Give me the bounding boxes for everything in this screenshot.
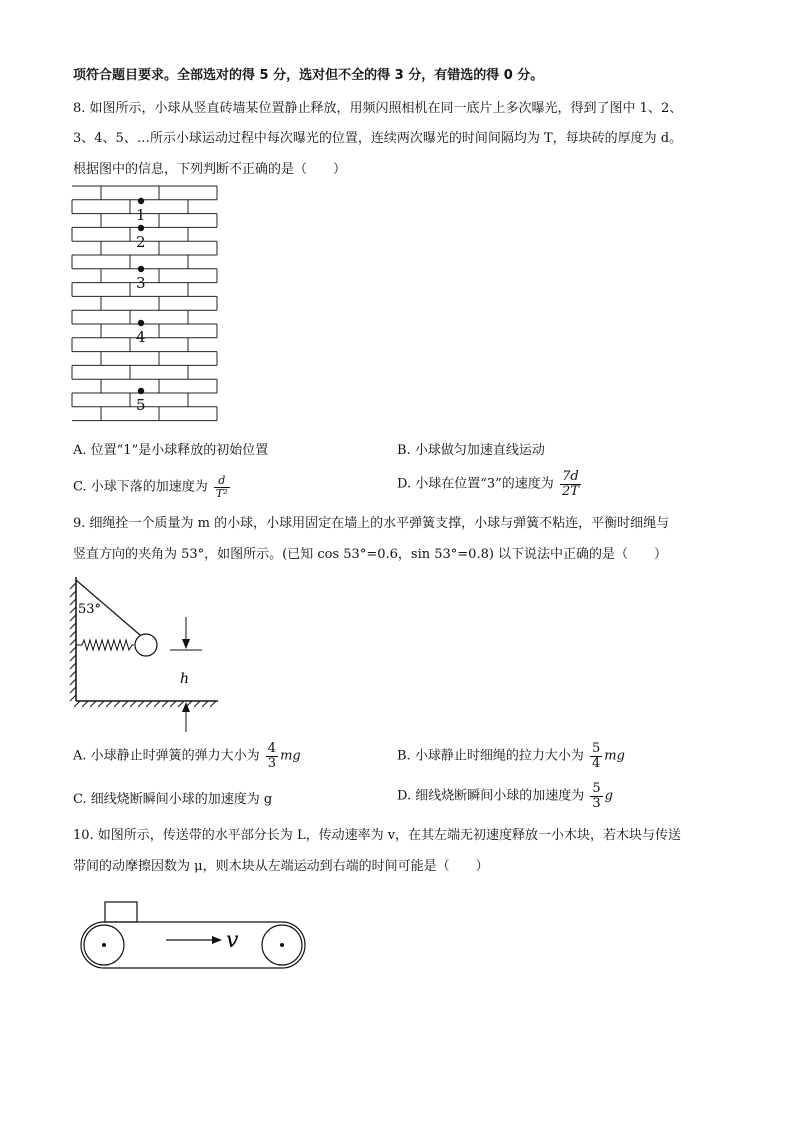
q8-option-d-text: D. 小球在位置“3”的速度为 <box>397 476 554 492</box>
q9-stem-line2: 竖直方向的夹角为 53°，如图所示。(已知 cos 53°=0.6，sin 53°=0.8) 以下说法中正确的是（ ） <box>73 547 668 562</box>
q9-option-b-fraction: $\frac{5}{4}$ <box>591 741 601 771</box>
ball-position-3 <box>138 266 144 272</box>
q8-option-a[interactable]: A. 位置“1”是小球释放的初始位置 <box>73 443 269 458</box>
q9-option-d-text: D. 细线烧断瞬间小球的加速度为 <box>397 788 585 804</box>
section-instruction: 项符合题目要求。全部选对的得 5 分，选对但不全的得 3 分，有错选的得 0 分。 <box>73 68 544 83</box>
q8-option-b[interactable]: B. 小球做匀加速直线运动 <box>397 443 545 458</box>
q9-option-c[interactable]: C. 细线烧断瞬间小球的加速度为 g <box>73 792 273 807</box>
q8-stem-line2: 3、4、5、…所示小球运动过程中每次曝光的位置，连续两次曝光的时间间隔均为 T，每块砖的厚度为 d。 <box>73 131 683 146</box>
q9-option-b[interactable] <box>397 742 625 770</box>
brick-wall-figure <box>72 186 222 434</box>
q10-stem-line2: 带间的动摩擦因数为 μ，则木块从左端运动到右端的时间可能是（ ） <box>73 859 489 874</box>
ball-position-2 <box>138 225 144 231</box>
q8-stem-line1: 8. 如图所示，小球从竖直砖墙某位置静止释放，用频闪照相机在同一底片上多次曝光，得到了图中 1、2、 <box>73 101 683 116</box>
q9-option-a-unit: mg <box>280 748 301 764</box>
ball-label-4: 4 <box>136 328 146 346</box>
q9-option-a-text: A. 小球静止时弹簧的弹力大小为 <box>73 748 260 764</box>
q8-option-c[interactable] <box>73 475 232 499</box>
ball-label-3: 3 <box>136 274 146 292</box>
velocity-label: v <box>226 928 239 953</box>
ball-label-2: 2 <box>136 233 146 251</box>
q9-option-d[interactable] <box>397 782 613 810</box>
ball-position-1 <box>138 198 144 204</box>
spring-ball-figure <box>70 577 220 732</box>
q8-option-c-fraction: $\frac{d}{\text{T²}}$ <box>215 474 228 500</box>
q8-stem-line3: 根据图中的信息，下列判断不正确的是（ ） <box>73 162 347 177</box>
q9-option-b-text: B. 小球静止时细绳的拉力大小为 <box>397 748 584 764</box>
q9-stem-line1: 9. 细绳拴一个质量为 m 的小球，小球用固定在墙上的水平弹簧支撑，小球与弹簧不粘连，平衡时细绳与 <box>73 516 670 531</box>
q9-option-d-fraction: $\frac{5}{3}$ <box>592 781 601 811</box>
q9-option-d-unit: g <box>604 788 613 804</box>
ball-label-1: 1 <box>136 206 146 224</box>
angle-label: 53° <box>78 602 102 617</box>
ball-position-4 <box>138 320 144 326</box>
spring <box>76 640 134 650</box>
q8-option-d[interactable] <box>397 470 583 498</box>
q10-stem-line1: 10. 如图所示，传送带的水平部分长为 L，传动速率为 v，在其左端无初速度释放一小木块，若木块与传送 <box>73 828 682 843</box>
ball-label-5: 5 <box>136 396 146 414</box>
conveyor-belt-figure <box>80 900 310 972</box>
q8-option-d-fraction: $\frac{7d}{2T}$ <box>561 469 579 499</box>
q9-option-a[interactable] <box>73 742 301 770</box>
q9-option-b-unit: mg <box>604 748 625 764</box>
wooden-block <box>105 902 137 922</box>
q9-option-a-fraction: $\frac{4}{3}$ <box>267 741 277 771</box>
ball <box>135 634 157 656</box>
ball-position-5 <box>138 388 144 394</box>
height-label: h <box>180 671 190 687</box>
q8-option-c-text: C. 小球下落的加速度为 <box>73 479 208 495</box>
